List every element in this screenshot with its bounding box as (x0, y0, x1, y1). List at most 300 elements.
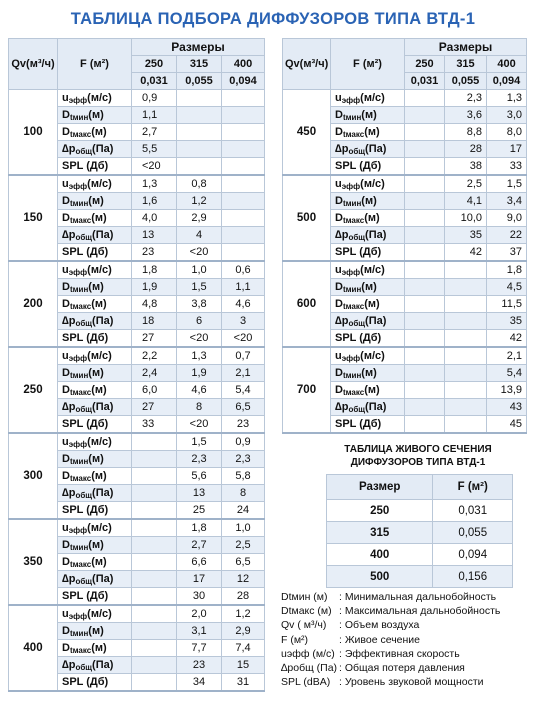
cell-value: 2,7 (132, 124, 177, 141)
live-size: 250 (327, 500, 433, 522)
cell-value (132, 502, 177, 520)
param-label: $D_{tмин}(м)$ (331, 193, 405, 210)
qv-value: 150 (9, 175, 58, 261)
live-area: 0,156 (433, 566, 513, 588)
cell-value: 0,7 (222, 347, 265, 365)
live-section-title-line2: ДИФФУЗОРОВ ТИПА ВТД-1 (350, 457, 486, 468)
cell-value: 13 (132, 227, 177, 244)
cell-value (222, 124, 265, 141)
cell-value: 37 (487, 244, 527, 262)
cell-value: 23 (177, 657, 222, 674)
qv-value: 300 (9, 433, 58, 519)
qv-value: 450 (283, 90, 331, 176)
qv-value: 250 (9, 347, 58, 433)
live-col-area: F (м²) (433, 475, 513, 500)
cell-value: 2,1 (487, 347, 527, 365)
cell-value: 28 (445, 141, 487, 158)
cell-value (132, 640, 177, 657)
legend-desc: : Общая потеря давления (339, 662, 465, 675)
legend-key: Qv ( м³/ч) (281, 619, 327, 632)
cell-value: 3,0 (487, 107, 527, 124)
param-label: SPL (Дб) (58, 588, 132, 606)
live-section-title-line1: ТАБЛИЦА ЖИВОГО СЕЧЕНИЯ (344, 444, 492, 455)
cell-value (132, 605, 177, 623)
cell-value: 6 (177, 313, 222, 330)
param-label: $u_{эфф}(м/с)$ (331, 261, 405, 279)
qv-value: 600 (283, 261, 331, 347)
cell-value: 7,7 (177, 640, 222, 657)
cell-value: 3,1 (177, 623, 222, 640)
cell-value: 2,5 (445, 175, 487, 193)
cell-value: 8 (222, 485, 265, 502)
param-label: SPL (Дб) (58, 416, 132, 434)
cell-value: 42 (487, 330, 527, 348)
cell-value (177, 141, 222, 158)
legend-desc: : Максимальная дальнобойность (339, 605, 501, 618)
cell-value: 2,9 (222, 623, 265, 640)
legend-row (281, 590, 500, 604)
legend-row (281, 675, 500, 689)
header-size-315: 315 (445, 56, 487, 73)
param-label: $\Delta p_{общ}(Па)$ (331, 141, 405, 158)
legend-key: ∆pобщ (Па) (281, 662, 338, 675)
page-title: ТАБЛИЦА ПОДБОРА ДИФФУЗОРОВ ТИПА ВТД-1 (70, 10, 476, 28)
cell-value: 5,5 (132, 141, 177, 158)
cell-value (405, 365, 445, 382)
legend-key: SPL (dBA) (281, 676, 331, 689)
param-label: $D_{tмакс}(м)$ (58, 382, 132, 399)
cell-value: 1,1 (132, 107, 177, 124)
cell-value: 2,2 (132, 347, 177, 365)
cell-value: 4 (177, 227, 222, 244)
param-label: $D_{tмакс}(м)$ (58, 640, 132, 657)
legend-row (281, 633, 500, 647)
qv-value: 100 (9, 90, 58, 176)
live-section-title (298, 443, 538, 469)
legend-desc: : Объем воздуха (339, 619, 420, 632)
param-label: SPL (Дб) (58, 244, 132, 262)
cell-value: 4,6 (177, 382, 222, 399)
cell-value (405, 347, 445, 365)
cell-value: 8,8 (445, 124, 487, 141)
cell-value: 38 (445, 158, 487, 176)
table-row (327, 566, 513, 588)
cell-value (132, 674, 177, 692)
param-label: $u_{эфф}(м/с)$ (331, 175, 405, 193)
live-col-size: Размер (327, 475, 433, 500)
header-size-area: 0,094 (487, 73, 527, 90)
cell-value: 17 (177, 571, 222, 588)
cell-value (445, 330, 487, 348)
cell-value (177, 158, 222, 176)
legend-key: uэфф (м/с) (281, 647, 335, 660)
cell-value (405, 210, 445, 227)
cell-value: 12 (222, 571, 265, 588)
param-label: $D_{tмакс}(м)$ (58, 468, 132, 485)
cell-value (132, 554, 177, 571)
header-area: F (м²) (331, 39, 405, 90)
param-label: $\Delta p_{общ}(Па)$ (331, 399, 405, 416)
cell-value: 4,5 (487, 279, 527, 296)
qv-value: 350 (9, 519, 58, 605)
qv-value: 200 (9, 261, 58, 347)
cell-value (222, 193, 265, 210)
cell-value: 6,0 (132, 382, 177, 399)
param-label: $D_{tмакс}(м)$ (58, 296, 132, 313)
cell-value (405, 399, 445, 416)
cell-value: 1,8 (177, 519, 222, 537)
cell-value (405, 330, 445, 348)
cell-value: 1,5 (177, 279, 222, 296)
cell-value (445, 382, 487, 399)
header-area: F (м²) (58, 39, 132, 90)
cell-value (405, 175, 445, 193)
cell-value (405, 416, 445, 434)
param-label: $D_{tмин}(м)$ (58, 279, 132, 296)
param-label: $D_{tмакс}(м)$ (331, 382, 405, 399)
legend-key: F (м²) (281, 633, 309, 646)
cell-value: 25 (177, 502, 222, 520)
header-sizes: Размеры (132, 39, 265, 56)
table-row (9, 90, 265, 107)
cell-value: 1,3 (132, 175, 177, 193)
cell-value (222, 107, 265, 124)
cell-value: 8 (177, 399, 222, 416)
param-label: SPL (Дб) (331, 330, 405, 348)
cell-value: 3 (222, 313, 265, 330)
param-label: SPL (Дб) (331, 244, 405, 262)
live-size: 315 (327, 522, 433, 544)
cell-value: 0,6 (222, 261, 265, 279)
legend-key: Dtмин (м) (281, 591, 328, 603)
table-row (9, 605, 265, 623)
cell-value (132, 519, 177, 537)
cell-value: 31 (222, 674, 265, 692)
cell-value (132, 571, 177, 588)
legend-row (281, 647, 500, 661)
header-size-250: 250 (405, 56, 445, 73)
cell-value: 2,3 (445, 90, 487, 107)
cell-value (222, 90, 265, 107)
param-label: SPL (Дб) (331, 416, 405, 434)
cell-value (405, 382, 445, 399)
param-label: SPL (Дб) (331, 158, 405, 176)
table-row (283, 90, 527, 107)
cell-value (405, 124, 445, 141)
param-label: $D_{tмин}(м)$ (58, 365, 132, 382)
cell-value: 3,6 (445, 107, 487, 124)
cell-value (445, 313, 487, 330)
legend-desc: : Живое сечение (339, 633, 421, 646)
cell-value: 27 (132, 330, 177, 348)
live-size: 400 (327, 544, 433, 566)
cell-value: 2,0 (177, 605, 222, 623)
cell-value: 33 (487, 158, 527, 176)
cell-value: 3,4 (487, 193, 527, 210)
cell-value: 6,5 (222, 554, 265, 571)
cell-value: 2,5 (222, 537, 265, 554)
param-label: $u_{эфф}(м/с)$ (58, 90, 132, 107)
cell-value: 1,5 (177, 433, 222, 451)
cell-value: 4,1 (445, 193, 487, 210)
cell-value: 6,5 (222, 399, 265, 416)
table-row (9, 433, 265, 451)
cell-value: 1,0 (177, 261, 222, 279)
cell-value: 2,7 (177, 537, 222, 554)
cell-value (405, 279, 445, 296)
cell-value: 7,4 (222, 640, 265, 657)
cell-value (222, 244, 265, 262)
param-label: $D_{tмакс}(м)$ (331, 210, 405, 227)
cell-value: 43 (487, 399, 527, 416)
header-size-area: 0,031 (405, 73, 445, 90)
param-label: $D_{tмин}(м)$ (58, 107, 132, 124)
header-size-area: 0,055 (445, 73, 487, 90)
header-size-315: 315 (177, 56, 222, 73)
cell-value: 24 (222, 502, 265, 520)
cell-value: 1,2 (222, 605, 265, 623)
param-label: $\Delta p_{общ}(Па)$ (58, 657, 132, 674)
param-label: $\Delta p_{общ}(Па)$ (58, 141, 132, 158)
cell-value (132, 588, 177, 606)
table-row (9, 261, 265, 279)
param-label: $\Delta p_{общ}(Па)$ (58, 571, 132, 588)
param-label: $\Delta p_{общ}(Па)$ (58, 485, 132, 502)
header-size-400: 400 (222, 56, 265, 73)
cell-value: 1,0 (222, 519, 265, 537)
param-label: $u_{эфф}(м/с)$ (331, 90, 405, 107)
cell-value: 4,0 (132, 210, 177, 227)
cell-value: <20 (177, 330, 222, 348)
param-label: $\Delta p_{общ}(Па)$ (331, 227, 405, 244)
table-row (9, 347, 265, 365)
cell-value (445, 347, 487, 365)
cell-value: 4,6 (222, 296, 265, 313)
cell-value (132, 451, 177, 468)
param-label: $D_{tмакс}(м)$ (331, 124, 405, 141)
cell-value (445, 365, 487, 382)
cell-value: 11,5 (487, 296, 527, 313)
legend-key: Dtмакс (м) (281, 605, 332, 618)
cell-value: 1,5 (487, 175, 527, 193)
qv-value: 400 (9, 605, 58, 691)
cell-value: 35 (487, 313, 527, 330)
header-size-400: 400 (487, 56, 527, 73)
cell-value: 22 (487, 227, 527, 244)
header-size-area: 0,055 (177, 73, 222, 90)
param-label: SPL (Дб) (58, 330, 132, 348)
cell-value: 1,3 (177, 347, 222, 365)
cell-value: 2,1 (222, 365, 265, 382)
cell-value: 33 (132, 416, 177, 434)
header-sizes: Размеры (405, 39, 527, 56)
cell-value: 1,2 (177, 193, 222, 210)
table-row (283, 175, 527, 193)
cell-value: 1,6 (132, 193, 177, 210)
cell-value: 42 (445, 244, 487, 262)
cell-value: 6,6 (177, 554, 222, 571)
param-label: $\Delta p_{общ}(Па)$ (331, 313, 405, 330)
cell-value: 0,8 (177, 175, 222, 193)
cell-value (405, 296, 445, 313)
cell-value (132, 485, 177, 502)
cell-value: <20 (132, 158, 177, 176)
cell-value (405, 107, 445, 124)
cell-value: 13,9 (487, 382, 527, 399)
cell-value: 13 (177, 485, 222, 502)
cell-value: 1,8 (487, 261, 527, 279)
table-row (327, 522, 513, 544)
cell-value: 5,4 (222, 382, 265, 399)
cell-value: 2,3 (177, 451, 222, 468)
param-label: SPL (Дб) (58, 158, 132, 176)
live-area: 0,055 (433, 522, 513, 544)
cell-value: <20 (177, 244, 222, 262)
legend-row (281, 618, 500, 632)
cell-value: 5,6 (177, 468, 222, 485)
param-label: $D_{tмакс}(м)$ (331, 296, 405, 313)
cell-value: 4,8 (132, 296, 177, 313)
header-qv: Qv(м³/ч) (283, 39, 331, 90)
cell-value: 1,8 (132, 261, 177, 279)
cell-value: 3,8 (177, 296, 222, 313)
cell-value (405, 158, 445, 176)
legend-desc: : Минимальная дальнобойность (339, 591, 497, 603)
header-size-250: 250 (132, 56, 177, 73)
cell-value (445, 279, 487, 296)
param-label: $u_{эфф}(м/с)$ (58, 605, 132, 623)
cell-value (405, 193, 445, 210)
live-size: 500 (327, 566, 433, 588)
cell-value (405, 141, 445, 158)
cell-value: 23 (222, 416, 265, 434)
cell-value (405, 227, 445, 244)
selection-table-left (8, 38, 265, 692)
cell-value: 5,8 (222, 468, 265, 485)
cell-value (177, 124, 222, 141)
cell-value: 2,3 (222, 451, 265, 468)
live-area: 0,094 (433, 544, 513, 566)
cell-value (405, 261, 445, 279)
cell-value: 27 (132, 399, 177, 416)
table-row (9, 175, 265, 193)
cell-value (405, 313, 445, 330)
cell-value (445, 296, 487, 313)
table-row (283, 347, 527, 365)
table-row (327, 544, 513, 566)
cell-value: <20 (222, 330, 265, 348)
cell-value: 35 (445, 227, 487, 244)
cell-value: 18 (132, 313, 177, 330)
cell-value: <20 (177, 416, 222, 434)
cell-value: 2,9 (177, 210, 222, 227)
param-label: $\Delta p_{общ}(Па)$ (58, 227, 132, 244)
live-area: 0,031 (433, 500, 513, 522)
cell-value: 0,9 (222, 433, 265, 451)
cell-value (177, 90, 222, 107)
param-label: $D_{tмакс}(м)$ (58, 210, 132, 227)
legend-desc: : Уровень звуковой мощности (339, 676, 484, 689)
legend-row (281, 661, 500, 675)
header-size-area: 0,094 (222, 73, 265, 90)
cell-value (405, 90, 445, 107)
table-row (283, 261, 527, 279)
cell-value (132, 433, 177, 451)
cell-value: 34 (177, 674, 222, 692)
param-label: $D_{tмин}(м)$ (331, 279, 405, 296)
legend-row (281, 604, 500, 618)
cell-value: 2,4 (132, 365, 177, 382)
param-label: $u_{эфф}(м/с)$ (58, 175, 132, 193)
cell-value (222, 227, 265, 244)
cell-value (445, 261, 487, 279)
cell-value: 28 (222, 588, 265, 606)
cell-value: 8,0 (487, 124, 527, 141)
cell-value: 1,3 (487, 90, 527, 107)
cell-value (222, 158, 265, 176)
cell-value (405, 244, 445, 262)
cell-value: 0,9 (132, 90, 177, 107)
cell-value (445, 399, 487, 416)
cell-value: 1,9 (132, 279, 177, 296)
header-qv: Qv(м³/ч) (9, 39, 58, 90)
cell-value: 5,4 (487, 365, 527, 382)
param-label: $\Delta p_{общ}(Па)$ (58, 399, 132, 416)
cell-value (222, 141, 265, 158)
cell-value (132, 468, 177, 485)
param-label: $\Delta p_{общ}(Па)$ (58, 313, 132, 330)
param-label: $D_{tмин}(м)$ (58, 537, 132, 554)
param-label: $D_{tмин}(м)$ (331, 107, 405, 124)
param-label: $u_{эфф}(м/с)$ (58, 261, 132, 279)
cell-value (177, 107, 222, 124)
cell-value: 10,0 (445, 210, 487, 227)
legend (281, 590, 500, 689)
selection-table-right (282, 38, 527, 434)
cell-value (132, 623, 177, 640)
cell-value (445, 416, 487, 434)
param-label: $u_{эфф}(м/с)$ (331, 347, 405, 365)
cell-value (132, 657, 177, 674)
cell-value: 1,1 (222, 279, 265, 296)
param-label: $D_{tмин}(м)$ (331, 365, 405, 382)
cell-value: 17 (487, 141, 527, 158)
param-label: $u_{эфф}(м/с)$ (58, 433, 132, 451)
cell-value: 45 (487, 416, 527, 434)
legend-desc: : Эффективная скорость (339, 647, 460, 660)
cell-value: 9,0 (487, 210, 527, 227)
table-row (327, 500, 513, 522)
param-label: $D_{tмин}(м)$ (58, 451, 132, 468)
qv-value: 500 (283, 175, 331, 261)
param-label: $D_{tмин}(м)$ (58, 623, 132, 640)
cell-value (222, 210, 265, 227)
param-label: $D_{tмин}(м)$ (58, 193, 132, 210)
param-label: SPL (Дб) (58, 502, 132, 520)
cell-value: 1,9 (177, 365, 222, 382)
param-label: SPL (Дб) (58, 674, 132, 692)
qv-value: 700 (283, 347, 331, 433)
cell-value: 23 (132, 244, 177, 262)
live-section-table (326, 474, 513, 588)
param-label: $D_{tмакс}(м)$ (58, 554, 132, 571)
header-size-area: 0,031 (132, 73, 177, 90)
param-label: $D_{tмакс}(м)$ (58, 124, 132, 141)
param-label: $u_{эфф}(м/с)$ (58, 519, 132, 537)
cell-value: 15 (222, 657, 265, 674)
cell-value (222, 175, 265, 193)
cell-value (132, 537, 177, 554)
